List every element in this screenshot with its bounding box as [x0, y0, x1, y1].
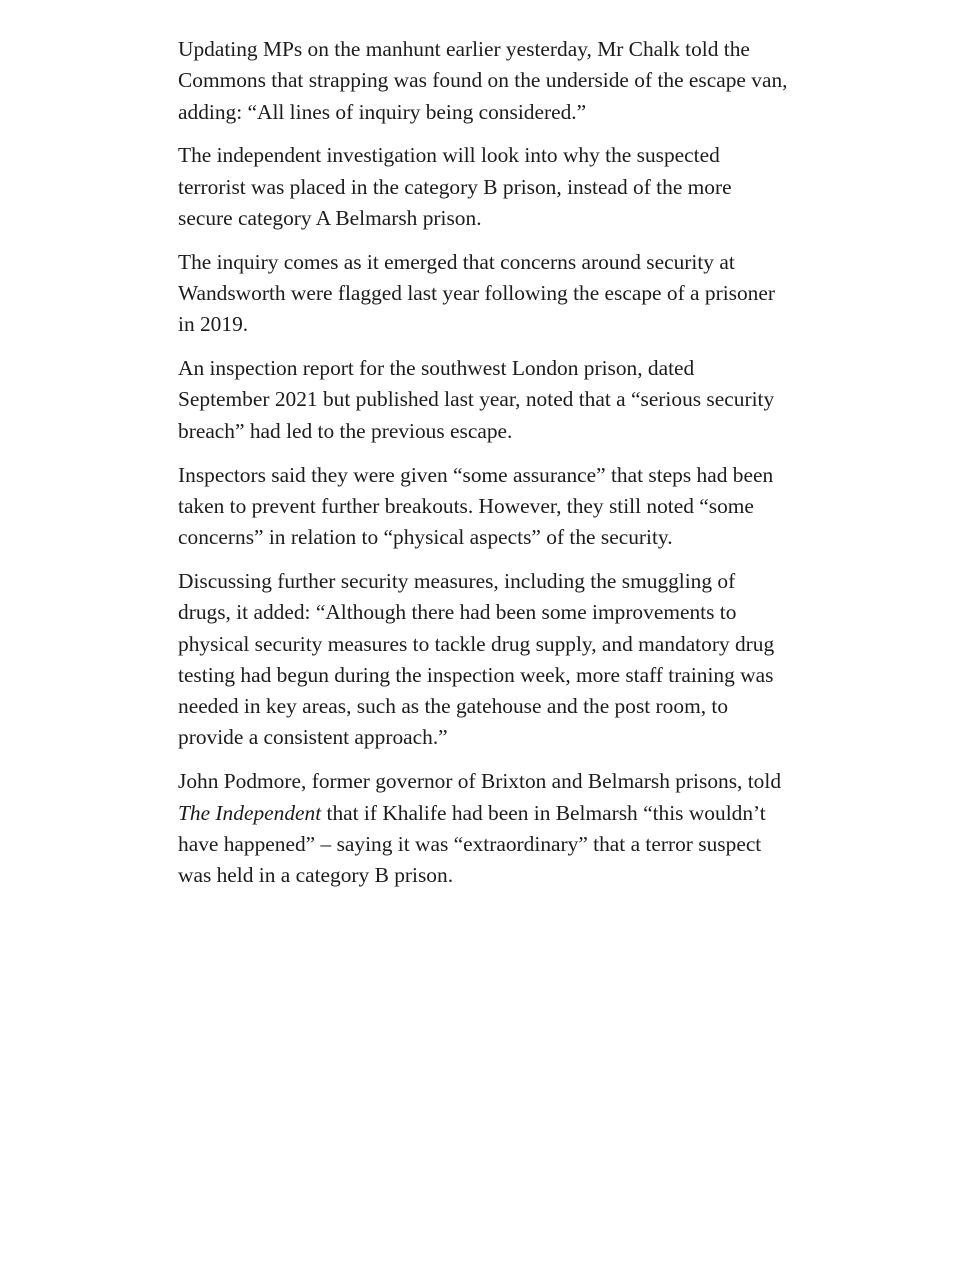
paragraph-with-publication [178, 766, 790, 891]
paragraph: The inquiry comes as it emerged that concerns around security at Wandsworth were flagged last year following the escape of a prisoner in 2019. [178, 249, 775, 337]
paragraph-text-after: that if Khalife had been in Belmarsh “this wouldn’t have happened” – saying it was “extraordinary” that a terror suspect was held in a category B prison. [178, 800, 766, 888]
paragraph: The independent investigation will look into why the suspected terrorist was placed in the category B prison, instead of the more secure category A Belmarsh prison. [178, 143, 732, 230]
publication-name: The Independent [178, 800, 322, 825]
article-body [178, 34, 790, 904]
paragraph: Inspectors said they were given “some assurance” that steps had been taken to prevent further breakouts. However, they still noted “some concerns” in relation to “physical aspects” of the security. [178, 462, 774, 550]
paragraph-text-before: John Podmore, former governor of Brixton and Belmarsh prisons, told [178, 769, 782, 794]
paragraph: Discussing further security measures, including the smuggling of drugs, it added: “Although there had been some improvements to physical security measures to tackle drug supply, and mandatory drug testing had begun during the inspection week, more staff training was needed in key areas, such as the gatehouse and the post room, to provide a consistent approach.” [178, 568, 775, 750]
paragraph: An inspection report for the southwest London prison, dated September 2021 but published last year, noted that a “serious security breach” had led to the previous escape. [178, 356, 775, 443]
paragraph: Updating MPs on the manhunt earlier yesterday, Mr Chalk told the Commons that strapping was found on the underside of the escape van, adding: “All lines of inquiry being considered.” [178, 37, 788, 124]
